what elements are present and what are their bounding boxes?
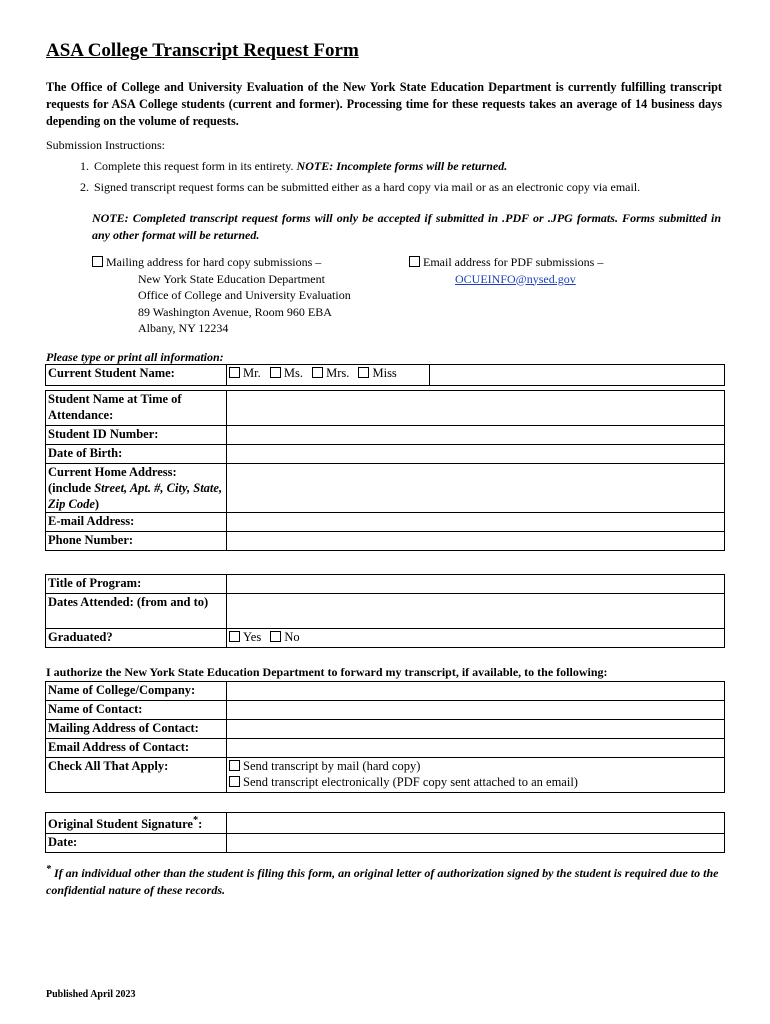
submission-instructions-list [70, 156, 732, 198]
instruction-item-2: 2. Signed transcript request forms can be submitted either as a hard copy via mail or as an electronic copy via email. [92, 177, 732, 198]
form-title: ASA College Transcript Request Form [46, 40, 359, 61]
format-note: NOTE: Completed transcript request forms will only be accepted if submitted in .PDF or .JPG formats. Forms submitted in any other format will be returned. [92, 211, 721, 242]
recipient-table [45, 681, 725, 793]
home-address-input[interactable] [227, 464, 725, 513]
contact-mailing-address-label: Mailing Address of Contact: [46, 720, 227, 739]
date-of-birth-input[interactable] [227, 445, 725, 464]
email-address-input[interactable] [227, 513, 725, 532]
contact-email-input[interactable] [227, 739, 725, 758]
student-id-input[interactable] [227, 426, 725, 445]
mail-address-line: New York State Education Department [138, 271, 325, 286]
signature-table [45, 812, 725, 853]
program-title-label: Title of Program: [46, 575, 227, 594]
date-input[interactable] [227, 834, 725, 853]
published-date: Published April 2023 [46, 989, 136, 1000]
name-at-attendance-input[interactable] [227, 391, 725, 426]
email-option-label: Email address for PDF submissions – [423, 255, 604, 269]
title-options-cell: Mr. Ms. Mrs. Miss [227, 365, 430, 386]
instruction-item-1: 1. Complete this request form in its entirety. NOTE: Incomplete forms will be returned. [92, 156, 732, 177]
program-info-table [45, 574, 725, 648]
mail-address-line: Office of College and University Evaluation [138, 288, 351, 302]
delivery-options: Send transcript by mail (hard copy) Send transcript electronically (PDF copy sent attached to an email) [227, 758, 725, 793]
intro-paragraph: The Office of College and University Evaluation of the New York State Education Department is currently fulfilling transcript requests for ASA College students (current and former). Processing time for these requests takes an average of 14 business days depending on the volume of requests. [46, 80, 722, 128]
contact-name-input[interactable] [227, 701, 725, 720]
graduated-options: Yes No [227, 629, 725, 648]
student-id-label: Student ID Number: [46, 426, 227, 445]
contact-email-label: Email Address of Contact: [46, 739, 227, 758]
current-name-input[interactable] [430, 365, 725, 386]
title-ms-checkbox[interactable] [270, 367, 281, 378]
current-name-table [45, 364, 725, 386]
current-name-label: Current Student Name: [46, 365, 227, 386]
college-company-input[interactable] [227, 682, 725, 701]
email-address-label: E-mail Address: [46, 513, 227, 532]
email-checkbox[interactable] [409, 256, 420, 267]
check-all-label: Check All That Apply: [46, 758, 227, 793]
signature-label: Original Student Signature*: [46, 813, 227, 834]
mail-address-line: Albany, NY 12234 [138, 321, 229, 335]
title-mrs-checkbox[interactable] [312, 367, 323, 378]
signature-input[interactable] [227, 813, 725, 834]
phone-number-input[interactable] [227, 532, 725, 551]
mail-address-line: 89 Washington Avenue, Room 960 EBA [138, 304, 332, 319]
contact-mailing-address-input[interactable] [227, 720, 725, 739]
graduated-label: Graduated? [46, 629, 227, 648]
name-at-attendance-label: Student Name at Time of Attendance: [46, 391, 227, 426]
please-type-label: Please type or print all information: [46, 350, 224, 364]
college-company-label: Name of College/Company: [46, 682, 227, 701]
email-option [409, 254, 603, 287]
phone-number-label: Phone Number: [46, 532, 227, 551]
date-label: Date: [46, 834, 227, 853]
email-link[interactable]: OCUEINFO@nysed.gov [455, 271, 576, 286]
authorization-statement: I authorize the New York State Education Department to forward my transcript, if available, to the following: [46, 665, 608, 679]
incomplete-note: NOTE: Incomplete forms will be returned. [296, 159, 508, 173]
dates-attended-input[interactable] [227, 594, 725, 629]
send-by-mail-checkbox[interactable] [229, 760, 240, 771]
title-mr-checkbox[interactable] [229, 367, 240, 378]
date-of-birth-label: Date of Birth: [46, 445, 227, 464]
submission-instructions-label: Submission Instructions: [46, 138, 166, 152]
send-electronically-checkbox[interactable] [229, 776, 240, 787]
graduated-yes-checkbox[interactable] [229, 631, 240, 642]
student-info-table [45, 390, 725, 551]
authorization-footnote: * If an individual other than the student is filing this form, an original letter of authorization signed by the student is required due to the confidential nature of these records. [46, 864, 719, 897]
mail-option-label: Mailing address for hard copy submissions – [106, 255, 322, 269]
program-title-input[interactable] [227, 575, 725, 594]
dates-attended-label: Dates Attended: (from and to) [46, 594, 227, 629]
mail-checkbox[interactable] [92, 256, 103, 267]
graduated-no-checkbox[interactable] [270, 631, 281, 642]
contact-name-label: Name of Contact: [46, 701, 227, 720]
home-address-label: Current Home Address: (include Street, Apt. #, City, State, Zip Code) [46, 464, 227, 513]
mail-option [92, 254, 351, 337]
title-miss-checkbox[interactable] [358, 367, 369, 378]
